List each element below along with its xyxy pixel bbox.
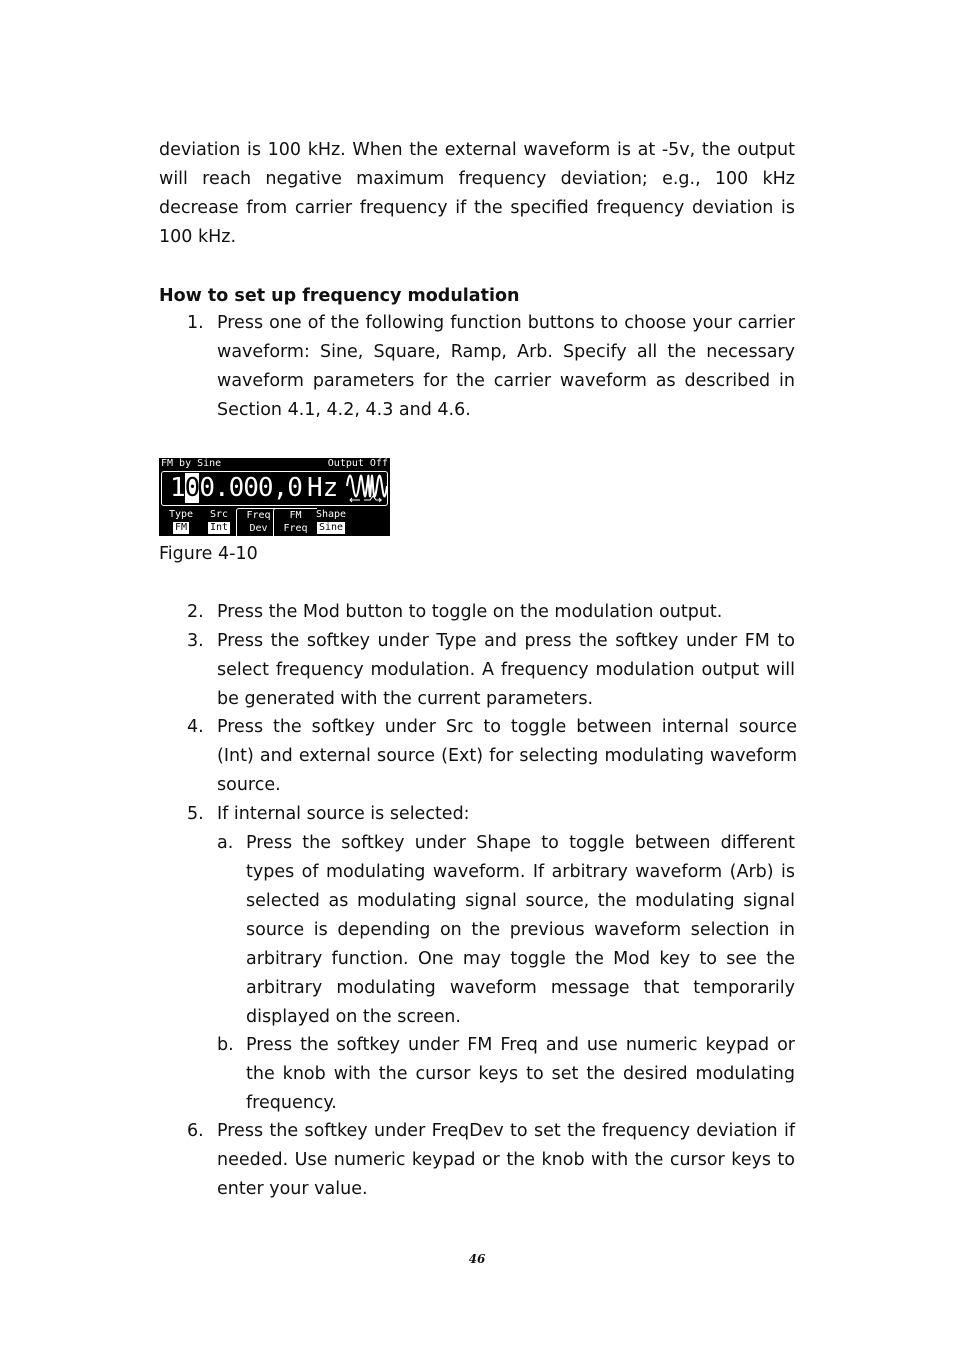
step-text: Press the softkey under Type and press the softkey under FM to select frequency modulation. A frequency modulation output will be generated with the current parameters.: [217, 631, 795, 709]
step-text: If internal source is selected:: [217, 804, 470, 824]
lcd-softkey-bar: [159, 508, 390, 536]
instrument-lcd-screen: [159, 458, 390, 536]
substep-text: Press the softkey under Shape to toggle between different types of modulating waveform. If arbitrary waveform (Arb) is selected as modulating signal source, the modulating signal source is depending on the previous waveform selection in arbitrary function. One may toggle the Mod key to see the arbitrary modulating waveform message that temporarily displayed on the screen.: [246, 833, 795, 1027]
softkey-value: Dev: [249, 523, 268, 534]
step-number: 5.: [187, 804, 204, 824]
softkey-value: Sine: [318, 522, 344, 533]
step-number: 3.: [187, 631, 204, 651]
lcd-mode-title: FM by Sine: [161, 458, 222, 469]
step-text: Press one of the following function buttons to choose your carrier waveform: Sine, Square, Ramp, Arb. Specify all the necessary waveform parameters for the carrier waveform as described in Section 4.1, 4.2, 4.3 and 4.6.: [217, 313, 795, 420]
step-text: Press the softkey under FreqDev to set the frequency deviation if needed. Use numeric keypad or the knob with the cursor keys to enter your value.: [217, 1121, 795, 1199]
freq-cursor-digit: 0: [184, 473, 200, 503]
substep-text: Press the softkey under FM Freq and use numeric keypad or the knob with the cursor keys to set the desired modulating frequency.: [246, 1035, 795, 1113]
softkey-label: Freq: [246, 510, 271, 521]
step-number: 6.: [187, 1121, 204, 1141]
page-number: 46: [468, 1252, 486, 1266]
softkey-value: Freq: [283, 523, 308, 534]
step-text: Press the softkey under Src to toggle between internal source (Int) and external source (Ext) for selecting modulating waveform source.: [217, 717, 797, 795]
step-text: Press the Mod button to toggle on the modulation output.: [217, 602, 723, 622]
softkey-src[interactable]: [197, 508, 241, 536]
softkey-label: FM: [289, 510, 302, 521]
softkey-value: FM: [174, 522, 188, 533]
fm-waveform-icon: [346, 474, 388, 504]
substep-letter: b.: [217, 1035, 234, 1055]
softkey-label: Type: [168, 509, 194, 520]
step-number: 1.: [187, 313, 204, 333]
softkey-label: Shape: [315, 509, 347, 520]
lcd-frequency-unit: Hz: [307, 473, 339, 503]
substep-letter: a.: [217, 833, 234, 853]
section-heading: How to set up frequency modulation: [159, 286, 520, 306]
softkey-shape[interactable]: [309, 508, 353, 536]
lcd-status-bar: [159, 458, 390, 470]
step-number: 2.: [187, 602, 204, 622]
freq-digit: 1: [170, 473, 185, 503]
softkey-value: Int: [209, 522, 229, 533]
softkey-label: Src: [209, 509, 229, 520]
figure-caption: Figure 4-10: [159, 544, 258, 564]
lcd-frequency-display: [161, 471, 388, 506]
lcd-frequency-value: [170, 472, 302, 505]
step-number: 4.: [187, 717, 204, 737]
lcd-output-status: Output Off: [327, 458, 388, 469]
intro-paragraph: deviation is 100 kHz. When the external waveform is at -5v, the output will reach negative maximum frequency deviation; e.g., 100 kHz decrease from carrier frequency if the specified frequency deviation is 100 kHz.: [159, 140, 795, 247]
freq-rest: 0.000,0: [199, 473, 302, 503]
